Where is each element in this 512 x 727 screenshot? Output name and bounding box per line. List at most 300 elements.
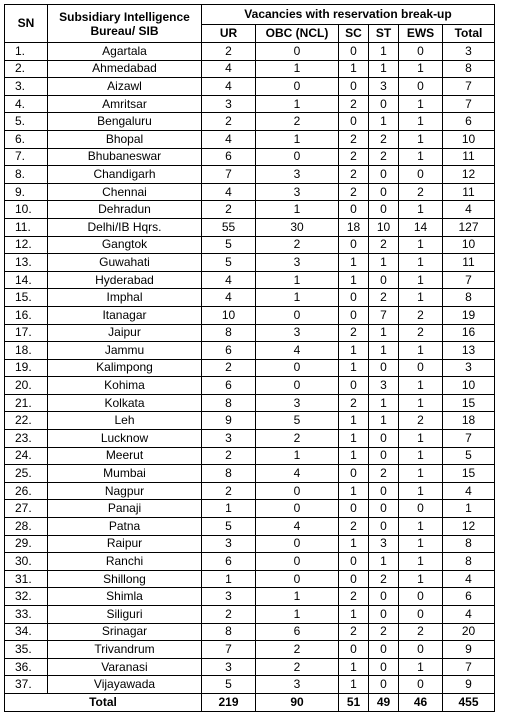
cell-obc: 1 — [256, 60, 339, 78]
totals-total: 455 — [443, 693, 495, 711]
cell-st: 1 — [369, 342, 399, 360]
cell-sc: 0 — [339, 465, 369, 483]
cell-obc: 1 — [256, 606, 339, 624]
cell-total: 20 — [443, 623, 495, 641]
table-row — [5, 465, 495, 483]
table-row — [5, 641, 495, 659]
cell-ews: 1 — [399, 377, 443, 395]
cell-ur: 7 — [202, 166, 256, 184]
cell-obc: 5 — [256, 412, 339, 430]
cell-ews: 1 — [399, 113, 443, 131]
cell-obc: 1 — [256, 130, 339, 148]
cell-total: 7 — [443, 658, 495, 676]
cell-ur: 2 — [202, 447, 256, 465]
table-row — [5, 430, 495, 448]
cell-sc: 18 — [339, 218, 369, 236]
cell-sc: 1 — [339, 254, 369, 272]
cell-bureau-name: Chennai — [48, 183, 202, 201]
cell-ews: 1 — [399, 447, 443, 465]
cell-sc: 1 — [339, 676, 369, 694]
table-row — [5, 359, 495, 377]
cell-sc: 0 — [339, 78, 369, 96]
cell-sc: 1 — [339, 412, 369, 430]
cell-ews: 0 — [399, 43, 443, 61]
cell-total: 9 — [443, 641, 495, 659]
cell-st: 2 — [369, 148, 399, 166]
cell-sn: 2. — [5, 60, 48, 78]
cell-obc: 0 — [256, 482, 339, 500]
cell-sc: 0 — [339, 201, 369, 219]
cell-obc: 1 — [256, 201, 339, 219]
cell-ur: 6 — [202, 342, 256, 360]
cell-ews: 1 — [399, 254, 443, 272]
cell-obc: 2 — [256, 430, 339, 448]
cell-sc: 1 — [339, 342, 369, 360]
cell-sn: 31. — [5, 570, 48, 588]
cell-ur: 8 — [202, 324, 256, 342]
table-row — [5, 166, 495, 184]
cell-ews: 0 — [399, 676, 443, 694]
cell-obc: 0 — [256, 535, 339, 553]
cell-bureau-name: Dehradun — [48, 201, 202, 219]
cell-ews: 0 — [399, 500, 443, 518]
header-ews: EWS — [399, 25, 443, 43]
cell-bureau-name: Varanasi — [48, 658, 202, 676]
cell-ews: 0 — [399, 588, 443, 606]
cell-st: 0 — [369, 518, 399, 536]
cell-total: 15 — [443, 465, 495, 483]
table-row — [5, 271, 495, 289]
cell-sn: 18. — [5, 342, 48, 360]
cell-total: 7 — [443, 271, 495, 289]
cell-bureau-name: Meerut — [48, 447, 202, 465]
cell-total: 19 — [443, 306, 495, 324]
table-row — [5, 95, 495, 113]
totals-label: Total — [5, 693, 202, 711]
cell-sc: 2 — [339, 623, 369, 641]
cell-obc: 30 — [256, 218, 339, 236]
cell-sn: 32. — [5, 588, 48, 606]
cell-ews: 1 — [399, 553, 443, 571]
cell-total: 6 — [443, 113, 495, 131]
cell-sc: 1 — [339, 535, 369, 553]
cell-bureau-name: Vijayawada — [48, 676, 202, 694]
cell-st: 1 — [369, 60, 399, 78]
cell-sn: 9. — [5, 183, 48, 201]
cell-bureau-name: Amritsar — [48, 95, 202, 113]
cell-ews: 1 — [399, 271, 443, 289]
cell-st: 0 — [369, 658, 399, 676]
cell-sn: 7. — [5, 148, 48, 166]
cell-sc: 2 — [339, 183, 369, 201]
header-vacancies-group: Vacancies with reservation break-up — [202, 5, 495, 25]
cell-total: 7 — [443, 95, 495, 113]
cell-bureau-name: Bhubaneswar — [48, 148, 202, 166]
cell-sc: 0 — [339, 641, 369, 659]
cell-sn: 37. — [5, 676, 48, 694]
cell-total: 8 — [443, 535, 495, 553]
cell-ur: 55 — [202, 218, 256, 236]
table-row — [5, 676, 495, 694]
cell-sc: 0 — [339, 500, 369, 518]
cell-obc: 1 — [256, 271, 339, 289]
cell-ur: 6 — [202, 553, 256, 571]
cell-obc: 4 — [256, 465, 339, 483]
table-row — [5, 289, 495, 307]
table-row — [5, 394, 495, 412]
cell-ews: 0 — [399, 166, 443, 184]
cell-st: 0 — [369, 359, 399, 377]
table-row — [5, 588, 495, 606]
cell-obc: 6 — [256, 623, 339, 641]
cell-total: 11 — [443, 254, 495, 272]
cell-bureau-name: Aizawl — [48, 78, 202, 96]
cell-ur: 4 — [202, 78, 256, 96]
cell-st: 0 — [369, 271, 399, 289]
table-row — [5, 535, 495, 553]
cell-obc: 1 — [256, 588, 339, 606]
cell-st: 2 — [369, 570, 399, 588]
cell-ur: 5 — [202, 236, 256, 254]
cell-sn: 14. — [5, 271, 48, 289]
cell-sn: 30. — [5, 553, 48, 571]
cell-total: 10 — [443, 377, 495, 395]
cell-st: 0 — [369, 588, 399, 606]
cell-total: 6 — [443, 588, 495, 606]
cell-ur: 7 — [202, 641, 256, 659]
header-total: Total — [443, 25, 495, 43]
cell-sc: 2 — [339, 148, 369, 166]
cell-bureau-name: Itanagar — [48, 306, 202, 324]
cell-total: 10 — [443, 130, 495, 148]
cell-obc: 3 — [256, 394, 339, 412]
table-row — [5, 482, 495, 500]
table-row — [5, 623, 495, 641]
cell-obc: 0 — [256, 359, 339, 377]
table-row — [5, 377, 495, 395]
header-ur: UR — [202, 25, 256, 43]
header-sc: SC — [339, 25, 369, 43]
cell-ur: 3 — [202, 95, 256, 113]
cell-st: 2 — [369, 130, 399, 148]
table-row — [5, 606, 495, 624]
totals-st: 49 — [369, 693, 399, 711]
cell-sc: 2 — [339, 588, 369, 606]
cell-total: 16 — [443, 324, 495, 342]
cell-sc: 0 — [339, 113, 369, 131]
cell-st: 3 — [369, 377, 399, 395]
cell-st: 0 — [369, 482, 399, 500]
cell-st: 1 — [369, 113, 399, 131]
table-row — [5, 236, 495, 254]
cell-ews: 1 — [399, 201, 443, 219]
cell-bureau-name: Leh — [48, 412, 202, 430]
cell-sc: 1 — [339, 447, 369, 465]
cell-sn: 33. — [5, 606, 48, 624]
cell-ews: 1 — [399, 342, 443, 360]
cell-total: 13 — [443, 342, 495, 360]
cell-total: 3 — [443, 359, 495, 377]
cell-ews: 0 — [399, 641, 443, 659]
cell-sc: 0 — [339, 306, 369, 324]
cell-obc: 1 — [256, 95, 339, 113]
cell-ur: 2 — [202, 606, 256, 624]
table-row — [5, 518, 495, 536]
cell-sc: 1 — [339, 482, 369, 500]
cell-sc: 0 — [339, 289, 369, 307]
cell-ur: 4 — [202, 183, 256, 201]
cell-bureau-name: Kalimpong — [48, 359, 202, 377]
cell-ur: 4 — [202, 130, 256, 148]
cell-bureau-name: Siliguri — [48, 606, 202, 624]
totals-obc: 90 — [256, 693, 339, 711]
cell-bureau-name: Agartala — [48, 43, 202, 61]
totals-ews: 46 — [399, 693, 443, 711]
cell-sc: 2 — [339, 166, 369, 184]
table-row — [5, 78, 495, 96]
table-row — [5, 412, 495, 430]
cell-obc: 2 — [256, 641, 339, 659]
cell-st: 10 — [369, 218, 399, 236]
cell-sn: 35. — [5, 641, 48, 659]
table-row — [5, 342, 495, 360]
table-row — [5, 183, 495, 201]
cell-sn: 11. — [5, 218, 48, 236]
cell-ur: 2 — [202, 43, 256, 61]
cell-ews: 1 — [399, 518, 443, 536]
cell-ur: 5 — [202, 676, 256, 694]
cell-ews: 1 — [399, 289, 443, 307]
cell-sn: 26. — [5, 482, 48, 500]
cell-sc: 2 — [339, 394, 369, 412]
table-row — [5, 447, 495, 465]
totals-ur: 219 — [202, 693, 256, 711]
cell-obc: 4 — [256, 342, 339, 360]
cell-st: 0 — [369, 201, 399, 219]
cell-st: 0 — [369, 500, 399, 518]
cell-bureau-name: Bhopal — [48, 130, 202, 148]
cell-obc: 0 — [256, 43, 339, 61]
cell-ur: 1 — [202, 500, 256, 518]
cell-total: 127 — [443, 218, 495, 236]
table-row — [5, 201, 495, 219]
table-row — [5, 60, 495, 78]
cell-total: 11 — [443, 148, 495, 166]
cell-bureau-name: Ahmedabad — [48, 60, 202, 78]
cell-total: 3 — [443, 43, 495, 61]
cell-ur: 10 — [202, 306, 256, 324]
cell-bureau-name: Raipur — [48, 535, 202, 553]
cell-ews: 1 — [399, 465, 443, 483]
cell-ews: 1 — [399, 236, 443, 254]
table-row — [5, 254, 495, 272]
cell-sn: 22. — [5, 412, 48, 430]
cell-total: 10 — [443, 236, 495, 254]
cell-st: 0 — [369, 430, 399, 448]
cell-ur: 2 — [202, 201, 256, 219]
cell-ur: 9 — [202, 412, 256, 430]
cell-total: 1 — [443, 500, 495, 518]
cell-sc: 1 — [339, 430, 369, 448]
cell-st: 0 — [369, 166, 399, 184]
cell-total: 5 — [443, 447, 495, 465]
cell-sc: 0 — [339, 236, 369, 254]
cell-st: 1 — [369, 412, 399, 430]
cell-bureau-name: Guwahati — [48, 254, 202, 272]
cell-obc: 0 — [256, 500, 339, 518]
cell-st: 7 — [369, 306, 399, 324]
cell-st: 2 — [369, 465, 399, 483]
cell-ews: 1 — [399, 394, 443, 412]
cell-sn: 13. — [5, 254, 48, 272]
cell-ur: 4 — [202, 60, 256, 78]
cell-ur: 3 — [202, 430, 256, 448]
cell-obc: 3 — [256, 166, 339, 184]
cell-bureau-name: Nagpur — [48, 482, 202, 500]
cell-ews: 1 — [399, 60, 443, 78]
cell-ews: 14 — [399, 218, 443, 236]
cell-ur: 4 — [202, 289, 256, 307]
cell-st: 1 — [369, 254, 399, 272]
cell-obc: 0 — [256, 148, 339, 166]
cell-obc: 3 — [256, 324, 339, 342]
table-row — [5, 218, 495, 236]
cell-obc: 0 — [256, 78, 339, 96]
cell-ur: 6 — [202, 377, 256, 395]
header-sn: SN — [5, 5, 48, 43]
cell-st: 0 — [369, 641, 399, 659]
cell-sc: 0 — [339, 43, 369, 61]
cell-total: 18 — [443, 412, 495, 430]
cell-ews: 1 — [399, 430, 443, 448]
cell-st: 3 — [369, 78, 399, 96]
table-row — [5, 500, 495, 518]
table-row — [5, 148, 495, 166]
cell-sc: 0 — [339, 570, 369, 588]
cell-ews: 1 — [399, 570, 443, 588]
cell-st: 2 — [369, 623, 399, 641]
cell-sn: 16. — [5, 306, 48, 324]
table-row — [5, 43, 495, 61]
table-row — [5, 306, 495, 324]
cell-sn: 20. — [5, 377, 48, 395]
cell-ews: 1 — [399, 535, 443, 553]
cell-ur: 2 — [202, 359, 256, 377]
cell-sn: 8. — [5, 166, 48, 184]
cell-ews: 2 — [399, 324, 443, 342]
cell-sc: 1 — [339, 60, 369, 78]
cell-bureau-name: Panaji — [48, 500, 202, 518]
cell-obc: 4 — [256, 518, 339, 536]
table-row — [5, 553, 495, 571]
cell-total: 8 — [443, 60, 495, 78]
cell-st: 0 — [369, 95, 399, 113]
cell-ur: 5 — [202, 518, 256, 536]
table-row — [5, 570, 495, 588]
cell-obc: 1 — [256, 289, 339, 307]
header-st: ST — [369, 25, 399, 43]
cell-bureau-name: Shillong — [48, 570, 202, 588]
cell-bureau-name: Ranchi — [48, 553, 202, 571]
table-row — [5, 324, 495, 342]
cell-bureau-name: Kohima — [48, 377, 202, 395]
cell-ews: 1 — [399, 148, 443, 166]
cell-ur: 3 — [202, 535, 256, 553]
cell-ur: 1 — [202, 570, 256, 588]
cell-sn: 19. — [5, 359, 48, 377]
table-row — [5, 113, 495, 131]
cell-st: 0 — [369, 447, 399, 465]
cell-sc: 2 — [339, 130, 369, 148]
cell-total: 7 — [443, 78, 495, 96]
cell-bureau-name: Lucknow — [48, 430, 202, 448]
cell-ews: 2 — [399, 623, 443, 641]
cell-obc: 3 — [256, 183, 339, 201]
cell-sn: 4. — [5, 95, 48, 113]
cell-bureau-name: Shimla — [48, 588, 202, 606]
cell-ur: 8 — [202, 394, 256, 412]
cell-sn: 15. — [5, 289, 48, 307]
cell-total: 4 — [443, 482, 495, 500]
cell-ur: 6 — [202, 148, 256, 166]
cell-bureau-name: Trivandrum — [48, 641, 202, 659]
cell-sn: 3. — [5, 78, 48, 96]
cell-ur: 3 — [202, 658, 256, 676]
cell-sc: 2 — [339, 95, 369, 113]
cell-ur: 2 — [202, 113, 256, 131]
cell-sn: 12. — [5, 236, 48, 254]
cell-sn: 36. — [5, 658, 48, 676]
cell-sc: 2 — [339, 518, 369, 536]
cell-sc: 0 — [339, 553, 369, 571]
cell-ews: 0 — [399, 359, 443, 377]
cell-sc: 1 — [339, 658, 369, 676]
cell-sc: 1 — [339, 359, 369, 377]
cell-bureau-name: Jammu — [48, 342, 202, 360]
cell-obc: 2 — [256, 236, 339, 254]
cell-bureau-name: Jaipur — [48, 324, 202, 342]
cell-st: 0 — [369, 676, 399, 694]
cell-ews: 1 — [399, 130, 443, 148]
cell-ews: 2 — [399, 412, 443, 430]
cell-ur: 3 — [202, 588, 256, 606]
cell-st: 0 — [369, 606, 399, 624]
cell-obc: 3 — [256, 676, 339, 694]
cell-obc: 2 — [256, 658, 339, 676]
cell-bureau-name: Delhi/IB Hqrs. — [48, 218, 202, 236]
table-row — [5, 130, 495, 148]
cell-sn: 1. — [5, 43, 48, 61]
vacancy-table — [4, 4, 495, 712]
cell-ews: 0 — [399, 606, 443, 624]
cell-obc: 0 — [256, 377, 339, 395]
totals-row — [5, 693, 495, 711]
cell-bureau-name: Patna — [48, 518, 202, 536]
cell-st: 3 — [369, 535, 399, 553]
table-body — [5, 43, 495, 694]
cell-bureau-name: Bengaluru — [48, 113, 202, 131]
cell-total: 11 — [443, 183, 495, 201]
cell-obc: 1 — [256, 447, 339, 465]
cell-total: 12 — [443, 166, 495, 184]
cell-sn: 10. — [5, 201, 48, 219]
cell-sc: 2 — [339, 324, 369, 342]
cell-bureau-name: Mumbai — [48, 465, 202, 483]
cell-bureau-name: Gangtok — [48, 236, 202, 254]
cell-st: 1 — [369, 553, 399, 571]
cell-ews: 1 — [399, 482, 443, 500]
cell-st: 2 — [369, 236, 399, 254]
